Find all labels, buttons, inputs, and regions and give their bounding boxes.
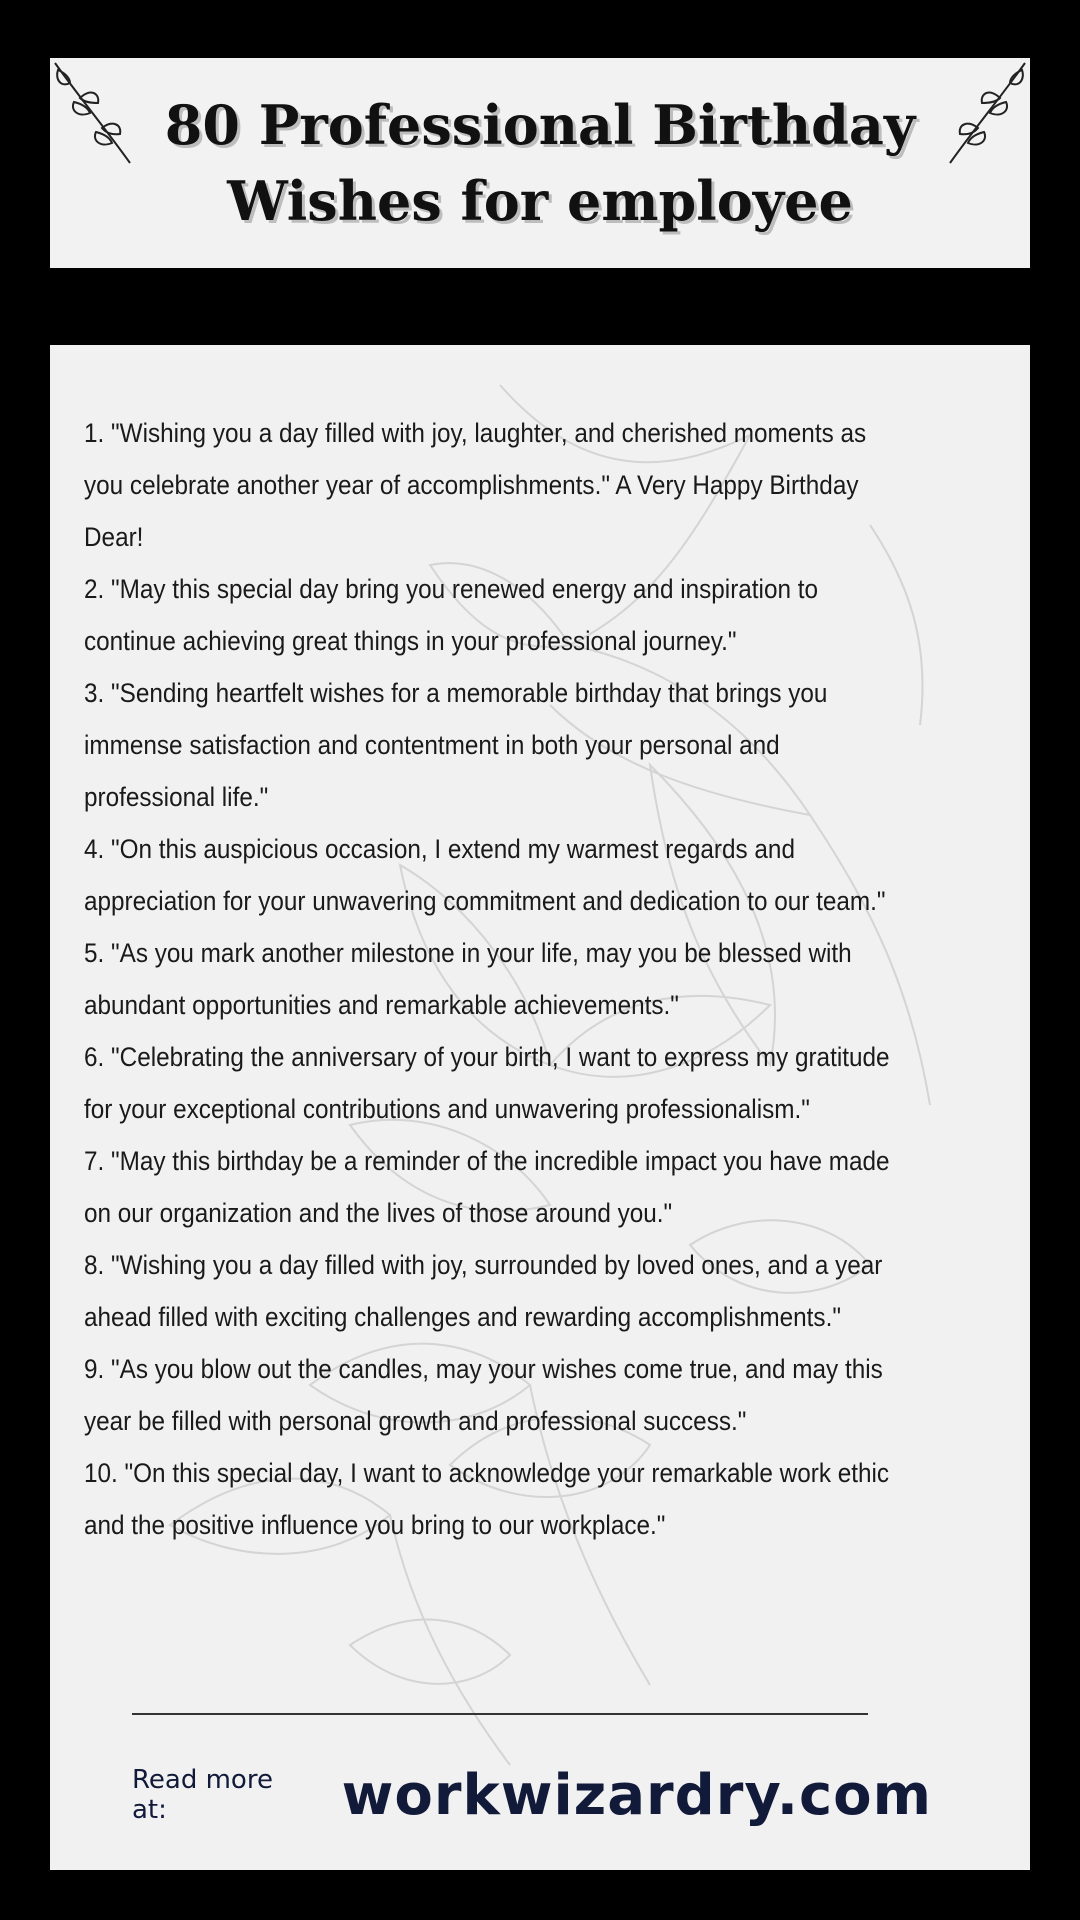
list-item: 2. "May this special day bring you renewed energy and inspiration to continue achieving great things in your professional journey.": [84, 574, 819, 656]
page-title: 80 Professional Birthday Wishes for employee: [164, 93, 916, 233]
divider: [132, 1713, 868, 1715]
list-item: 8. "Wishing you a day filled with joy, surrounded by loved ones, and a year ahead filled with exciting challenges and rewarding accomplishments.": [84, 1250, 883, 1332]
list-item: 9. "As you blow out the candles, may your wishes come true, and may this year be filled with personal growth and professional success.": [84, 1354, 883, 1436]
leaf-branch-icon: [944, 58, 1030, 168]
read-more-label: Read more at:: [132, 1765, 273, 1825]
site-link[interactable]: workwizardry.com: [341, 1762, 932, 1828]
footer: [132, 1755, 932, 1835]
title-card: [50, 58, 1030, 268]
list-item: 10. "On this special day, I want to acknowledge your remarkable work ethic and the positive influence you bring to our workplace.": [84, 1458, 890, 1540]
content-card: [50, 345, 1030, 1870]
wishes-list: [84, 407, 912, 1551]
list-item: 7. "May this birthday be a reminder of the incredible impact you have made on our organization and the lives of those around you.": [84, 1146, 890, 1228]
leaf-branch-icon: [50, 58, 136, 168]
list-item: 4. "On this auspicious occasion, I extend my warmest regards and appreciation for your unwavering commitment and dedication to our team.": [84, 834, 886, 916]
list-item: 3. "Sending heartfelt wishes for a memorable birthday that brings you immense satisfaction and contentment in both your personal and professional life.": [84, 678, 828, 812]
list-item: 6. "Celebrating the anniversary of your birth, I want to express my gratitude for your exceptional contributions and unwavering professionalism.": [84, 1042, 890, 1124]
list-item: 5. "As you mark another milestone in your life, may you be blessed with abundant opportunities and remarkable achievements.": [84, 938, 852, 1020]
list-item: 1. "Wishing you a day filled with joy, laughter, and cherished moments as you celebrate another year of accomplishments." A Very Happy Birthday Dear!: [84, 418, 867, 552]
